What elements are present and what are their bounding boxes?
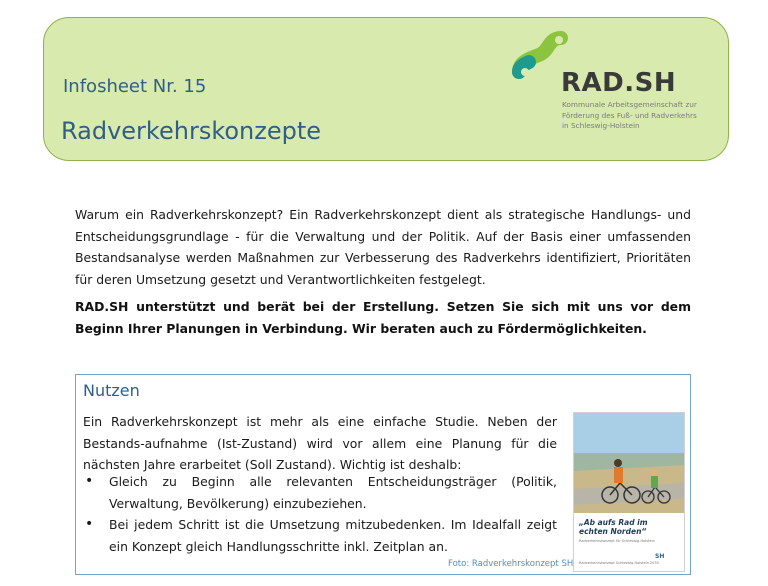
logo-subtitle-line: Förderung des Fuß- und Radverkehrs: [562, 110, 697, 120]
logo-name: RAD.SH: [561, 68, 677, 98]
support-paragraph: RAD.SH unterstützt und berät bei der Erstellung. Setzen Sie sich mit uns vor dem Beginn Ihrer Planungen in Verbindung. Wir beraten auch zu Fördermöglichkeiten.: [75, 299, 691, 336]
photo-subtitle: Radverkehrskonzept für Schleswig-Holstein: [579, 539, 655, 543]
intro-paragraph: Warum ein Radverkehrskonzept? Ein Radverkehrskonzept dient als strategische Handlungs- und Entscheidungsgrundlage - für die Verwaltung und der Politik. Auf der Basis einer umfassenden Bestandsanalyse werden Maßnahmen zur Verbesserung des Radverkehrs identifiziert, Prioritäten für deren Umsetzung gesetzt und Verantwortlichkeiten festgelegt.: [75, 207, 691, 287]
bullet-text: Bei jedem Schritt ist die Umsetzung mitzubedenken. Im Idealfall zeigt ein Konzept gleich Handlungsschritte inkl. Zeitplan an.: [109, 517, 557, 554]
bullet-icon: •: [85, 473, 94, 489]
photo-caption: echten Norden“: [579, 527, 647, 536]
photo-caption: „Ab aufs Rad im: [579, 518, 648, 527]
photo-footer: Radverkehrskonzept Schleswig-Holstein 2030: [579, 561, 659, 565]
header-box: [43, 17, 729, 161]
photo-badge: SH: [655, 553, 665, 560]
logo-subtitle: [562, 100, 697, 132]
bullet-icon: •: [85, 516, 94, 532]
bullet-text: Gleich zu Beginn alle relevanten Entscheidungsträger (Politik, Verwaltung, Bevölkerung) einzubeziehen.: [109, 474, 557, 511]
nutzen-box: [75, 374, 691, 575]
logo-subtitle-line: in Schleswig-Holstein: [562, 121, 640, 130]
photo-credit: Foto: Radverkehrskonzept SH: [448, 559, 574, 569]
brochure-photo: [573, 412, 685, 572]
list-item: [83, 514, 557, 557]
page-title: Radverkehrskonzepte: [61, 117, 322, 145]
logo-subtitle-line: Kommunale Arbeitsgemeinschaft zur: [562, 100, 697, 109]
nutzen-text: Ein Radverkehrskonzept ist mehr als eine einfache Studie. Neben der Bestands-aufnahme (Ist-Zustand) wird vor allem eine Planung für die nächsten Jahre erarbeitet (Soll Zustand). Wichtig ist deshalb:: [83, 414, 557, 472]
nutzen-bullet-list: [83, 471, 557, 557]
list-item: [83, 471, 557, 514]
cyclists-photo-icon: [574, 413, 685, 513]
nutzen-title: Nutzen: [83, 381, 140, 400]
infosheet-number: Infosheet Nr. 15: [63, 76, 207, 97]
